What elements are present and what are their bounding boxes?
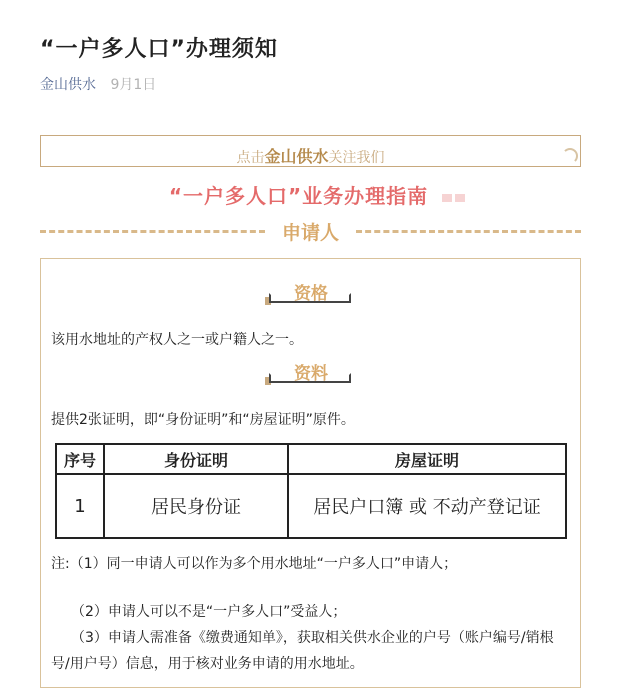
materials-tag	[271, 359, 351, 384]
guide-title-text: “一户多人口”业务办理指南	[168, 184, 429, 208]
qualification-tag-label: 资格	[294, 284, 328, 304]
table-cell: 1	[56, 474, 104, 538]
table-header-row	[56, 444, 566, 474]
table-row	[56, 474, 566, 538]
follow-banner-text	[236, 144, 384, 167]
table-header: 身份证明	[104, 444, 288, 474]
table-cell: 居民身份证	[104, 474, 288, 538]
account-name-link[interactable]: 金山供水	[40, 77, 96, 93]
follow-suffix: 关注我们	[328, 150, 385, 166]
qualification-tag	[271, 279, 351, 304]
materials-text: 提供2张证明，即“身份证明”和“房屋证明”原件。	[51, 412, 355, 428]
publish-date: 9月1日	[110, 77, 157, 93]
table-header: 房屋证明	[288, 444, 566, 474]
article-title: “一户多人口”办理须知	[40, 37, 278, 62]
table-cell: 居民户口簿 或 不动产登记证	[288, 474, 566, 538]
section-divider	[40, 218, 581, 246]
follow-banner[interactable]	[40, 135, 581, 167]
follow-brand: 金山供水	[264, 147, 329, 166]
qualification-text: 该用水地址的产权人之一或户籍人之一。	[51, 332, 303, 348]
note-line: （3）申请人需准备《缴费通知单》，获取相关供水企业的户号（账户编号/销根号/用户号）信息，用于核对业务申请的用水地址。	[51, 630, 554, 672]
guide-title	[0, 180, 621, 209]
materials-tag-label: 资料	[294, 364, 328, 384]
table-header: 序号	[56, 444, 104, 474]
follow-prefix: 点击	[236, 150, 265, 166]
section-label: 申请人	[281, 222, 339, 244]
article-meta	[40, 74, 156, 94]
dots-decoration-icon	[442, 194, 452, 202]
swirl-decoration-icon	[562, 148, 578, 164]
note-line: 注:（1）同一申请人可以作为多个用水地址“一户多人口”申请人；	[51, 556, 458, 572]
applicant-content-box	[40, 258, 581, 688]
note-line: （2）申请人可以不是“一户多人口”受益人；	[71, 604, 347, 620]
dashed-line-right	[356, 230, 581, 233]
documents-table	[55, 443, 567, 539]
